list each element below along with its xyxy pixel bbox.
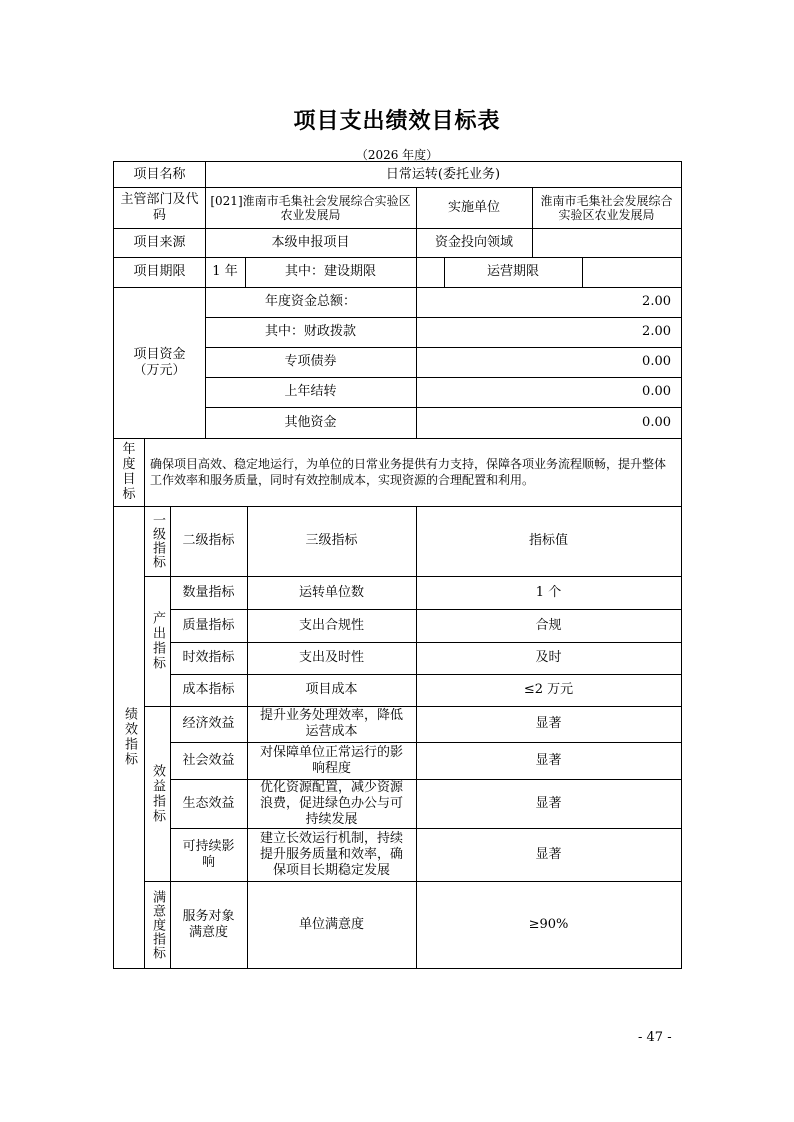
indicator-l3: 建立长效运行机制，持续提升服务质量和效率，确保项目长期稳定发展 [259,830,403,878]
lvl2-header: 二级指标 [182,533,235,548]
indicator-l2: 社会效益 [182,752,235,768]
value-header: 指标值 [528,533,568,548]
fund-label-total: 年度资金总额： [264,294,356,309]
indicator-l2: 生态效益 [182,795,235,811]
indicator-value: 显著 [535,752,562,768]
indicator-l3: 优化资源配置，减少资源浪费，促进绿色办公与可持续发展 [259,779,403,827]
indicator-value: 及时 [535,650,562,665]
fund-value-fiscal: 2.00 [642,324,671,339]
performance-table [113,161,682,969]
source-label: 项目来源 [133,234,186,250]
dept-value: [021]淮南市毛集社会发展综合实验区农业发展局 [210,193,411,222]
indicator-l3: 单位满意度 [298,916,364,932]
fund-value-carryover: 0.00 [642,384,671,399]
satisfaction-group-label: 满意度指标 [150,889,165,960]
fund-label-carryover: 上年结转 [284,384,337,399]
fund-field-label: 资金投向领域 [434,234,513,250]
fund-value-total: 2.00 [642,294,671,309]
indicator-value: ≥90% [528,916,569,932]
indicator-l3: 支出合规性 [298,617,364,633]
funds-label: 项目资金（万元） [133,346,186,378]
source-value: 本级申报项目 [271,234,350,250]
indicator-value: ≤2 万元 [523,682,574,697]
indicator-l2: 可持续影响 [182,838,235,870]
indicator-value: 显著 [535,846,562,862]
benefit-group-label: 效益指标 [150,763,165,824]
fund-value-other: 0.00 [642,414,671,430]
impl-unit-label: 实施单位 [447,199,500,215]
indicator-l3: 支出及时性 [298,650,364,665]
fund-field-value [532,228,681,257]
period-label: 项目期限 [133,264,186,279]
year-subtitle: （2026 年度） [355,148,439,162]
output-group-label: 产出指标 [150,611,165,671]
dept-label: 主管部门及代码 [120,191,199,223]
indicator-l3: 运转单位数 [298,584,364,600]
indicator-l2: 服务对象满意度 [182,908,235,940]
indicator-value: 显著 [535,795,562,811]
indicator-value: 合规 [535,617,562,633]
indicator-l3: 项目成本 [305,682,358,697]
annual-goal-text: 确保项目高效、稳定地运行，为单位的日常业务提供有力支持，保障各项业务流程顺畅，提升整体工作效率和服务质量，同时有效控制成本，实现资源的合理配置和利用。 [150,457,667,487]
construction-label: 其中：建设期限 [284,264,376,279]
project-name-label: 项目名称 [133,166,186,182]
indicator-l3: 对保障单位正常运行的影响程度 [259,744,403,776]
fund-label-other: 其他资金 [284,414,337,430]
lvl1-header: 一级指标 [150,513,165,569]
page-title: 项目支出绩效目标表 [293,108,501,134]
impl-unit-value: 淮南市毛集社会发展综合实验区农业发展局 [540,193,673,222]
indicator-l2: 数量指标 [182,584,235,600]
fund-label-bond: 专项债券 [284,354,337,369]
operation-label: 运营期限 [486,264,539,279]
page-number: - 47 - [638,1030,672,1045]
indicator-value: 1 个 [535,584,562,600]
fund-value-bond: 0.00 [642,354,671,369]
indicator-value: 显著 [535,716,562,731]
indicator-l2: 经济效益 [182,716,235,731]
period-value: 1 年 [212,264,238,279]
indicator-l2: 时效指标 [182,650,235,665]
annual-goal-label: 年度目标 [122,442,136,502]
indicator-l3: 提升业务处理效率，降低运营成本 [259,708,403,739]
indicator-l2: 质量指标 [182,617,235,633]
fund-label-fiscal: 其中：财政拨款 [264,324,356,339]
lvl3-header: 三级指标 [305,533,358,548]
indicator-l2: 成本指标 [182,682,235,697]
perf-indicator-label: 绩效指标 [122,707,137,767]
project-name-value: 日常运转(委托业务) [385,166,501,182]
